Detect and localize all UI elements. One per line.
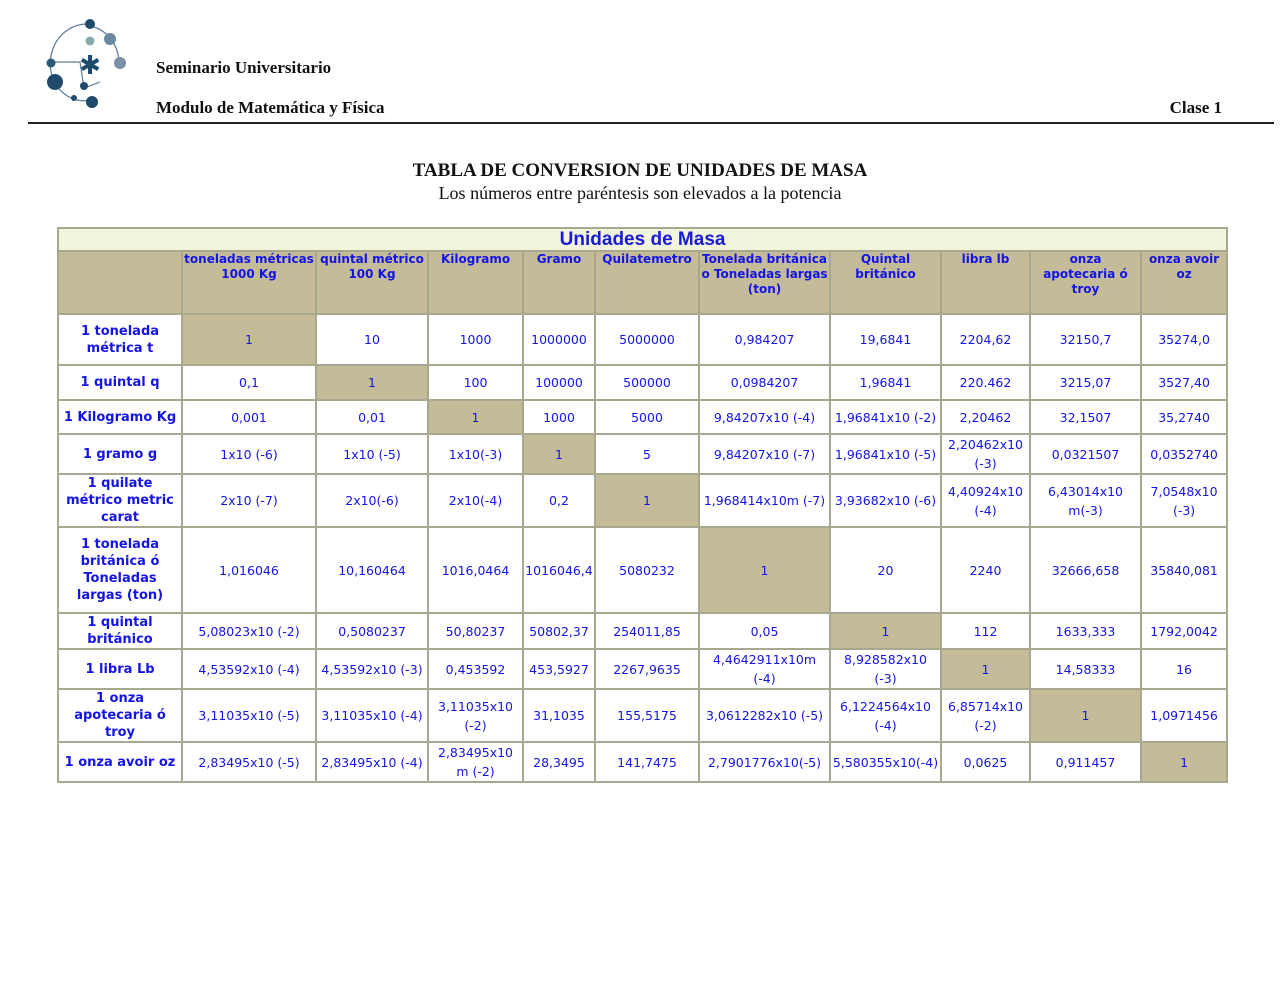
value-cell: 19,6841 bbox=[830, 314, 941, 365]
value-cell: 2x10(-4) bbox=[428, 474, 523, 527]
document-subtitle: Los números entre paréntesis son elevados a la potencia bbox=[438, 183, 842, 203]
row-label: 1 quintal q bbox=[58, 365, 182, 400]
table-row bbox=[58, 689, 1227, 742]
value-cell: 1,96841x10 (-5) bbox=[830, 434, 941, 474]
value-cell: 4,40924x10 (-4) bbox=[941, 474, 1030, 527]
value-cell: 28,3495 bbox=[523, 742, 595, 782]
value-cell: 6,1224564x10 (-4) bbox=[830, 689, 941, 742]
value-cell: 3,11035x10 (-2) bbox=[428, 689, 523, 742]
table-caption: Unidades de Masa bbox=[58, 228, 1227, 251]
value-cell: 0,453592 bbox=[428, 649, 523, 689]
column-header: quintal métrico 100 Kg bbox=[316, 251, 428, 314]
value-cell: 2x10 (-7) bbox=[182, 474, 316, 527]
value-cell: 20 bbox=[830, 527, 941, 613]
table-row bbox=[58, 527, 1227, 613]
value-cell: 8,928582x10 (-3) bbox=[830, 649, 941, 689]
value-cell: 2240 bbox=[941, 527, 1030, 613]
value-cell: 3215,07 bbox=[1030, 365, 1141, 400]
value-cell: 3,93682x10 (-6) bbox=[830, 474, 941, 527]
row-label: 1 tonelada británica ó Toneladas largas (ton) bbox=[58, 527, 182, 613]
value-cell: 100000 bbox=[523, 365, 595, 400]
value-cell: 0,001 bbox=[182, 400, 316, 434]
value-cell: 100 bbox=[428, 365, 523, 400]
value-cell: 4,53592x10 (-3) bbox=[316, 649, 428, 689]
row-label: 1 tonelada métrica t bbox=[58, 314, 182, 365]
corner-cell bbox=[58, 251, 182, 314]
identity-cell: 1 bbox=[941, 649, 1030, 689]
value-cell: 6,43014x10 m(-3) bbox=[1030, 474, 1141, 527]
value-cell: 32666,658 bbox=[1030, 527, 1141, 613]
value-cell: 35,2740 bbox=[1141, 400, 1227, 434]
value-cell: 1,0971456 bbox=[1141, 689, 1227, 742]
table-row bbox=[58, 365, 1227, 400]
value-cell: 5,08023x10 (-2) bbox=[182, 613, 316, 649]
value-cell: 0,01 bbox=[316, 400, 428, 434]
value-cell: 1016046,4 bbox=[523, 527, 595, 613]
value-cell: 5 bbox=[595, 434, 699, 474]
value-cell: 0,0321507 bbox=[1030, 434, 1141, 474]
table-row bbox=[58, 613, 1227, 649]
column-header: Quilatemetro bbox=[595, 251, 699, 314]
mass-conversion-table bbox=[57, 227, 1228, 783]
column-header: Gramo bbox=[523, 251, 595, 314]
value-cell: 1000000 bbox=[523, 314, 595, 365]
row-label: 1 quilate métrico metric carat bbox=[58, 474, 182, 527]
value-cell: 155,5175 bbox=[595, 689, 699, 742]
value-cell: 9,84207x10 (-7) bbox=[699, 434, 830, 474]
value-cell: 141,7475 bbox=[595, 742, 699, 782]
row-label: 1 onza apotecaria ó troy bbox=[58, 689, 182, 742]
value-cell: 50802,37 bbox=[523, 613, 595, 649]
value-cell: 1,968414x10m (-7) bbox=[699, 474, 830, 527]
column-header: Kilogramo bbox=[428, 251, 523, 314]
value-cell: 0,2 bbox=[523, 474, 595, 527]
identity-cell: 1 bbox=[1141, 742, 1227, 782]
module-title: Modulo de Matemática y Física bbox=[156, 98, 385, 117]
value-cell: 0,5080237 bbox=[316, 613, 428, 649]
table-header-row bbox=[58, 251, 1227, 314]
identity-cell: 1 bbox=[1030, 689, 1141, 742]
value-cell: 2,83495x10 (-5) bbox=[182, 742, 316, 782]
value-cell: 2,7901776x10(-5) bbox=[699, 742, 830, 782]
identity-cell: 1 bbox=[182, 314, 316, 365]
column-header: libra lb bbox=[941, 251, 1030, 314]
column-header: onza apotecaria ó troy bbox=[1030, 251, 1141, 314]
value-cell: 2x10(-6) bbox=[316, 474, 428, 527]
header-divider bbox=[28, 122, 1274, 124]
value-cell: 1000 bbox=[523, 400, 595, 434]
value-cell: 4,53592x10 (-4) bbox=[182, 649, 316, 689]
table-row bbox=[58, 314, 1227, 365]
value-cell: 2,83495x10 m (-2) bbox=[428, 742, 523, 782]
value-cell: 1016,0464 bbox=[428, 527, 523, 613]
value-cell: 220.462 bbox=[941, 365, 1030, 400]
value-cell: 5,580355x10(-4) bbox=[830, 742, 941, 782]
table-row bbox=[58, 649, 1227, 689]
value-cell: 0,911457 bbox=[1030, 742, 1141, 782]
value-cell: 4,4642911x10m (-4) bbox=[699, 649, 830, 689]
row-label: 1 Kilogramo Kg bbox=[58, 400, 182, 434]
value-cell: 2267,9635 bbox=[595, 649, 699, 689]
table-row bbox=[58, 400, 1227, 434]
table-row bbox=[58, 742, 1227, 782]
value-cell: 10,160464 bbox=[316, 527, 428, 613]
value-cell: 0,0984207 bbox=[699, 365, 830, 400]
value-cell: 0,05 bbox=[699, 613, 830, 649]
svg-text:✱: ✱ bbox=[79, 51, 101, 81]
value-cell: 7,0548x10 (-3) bbox=[1141, 474, 1227, 527]
table-row bbox=[58, 474, 1227, 527]
value-cell: 3,11035x10 (-5) bbox=[182, 689, 316, 742]
value-cell: 32150,7 bbox=[1030, 314, 1141, 365]
value-cell: 1,016046 bbox=[182, 527, 316, 613]
value-cell: 5080232 bbox=[595, 527, 699, 613]
row-label: 1 onza avoir oz bbox=[58, 742, 182, 782]
value-cell: 2,20462x10 (-3) bbox=[941, 434, 1030, 474]
value-cell: 3527,40 bbox=[1141, 365, 1227, 400]
value-cell: 0,0352740 bbox=[1141, 434, 1227, 474]
value-cell: 1000 bbox=[428, 314, 523, 365]
identity-cell: 1 bbox=[523, 434, 595, 474]
value-cell: 50,80237 bbox=[428, 613, 523, 649]
value-cell: 16 bbox=[1141, 649, 1227, 689]
value-cell: 2,20462 bbox=[941, 400, 1030, 434]
value-cell: 0,1 bbox=[182, 365, 316, 400]
seminar-title: Seminario Universitario bbox=[156, 58, 332, 77]
identity-cell: 1 bbox=[316, 365, 428, 400]
identity-cell: 1 bbox=[595, 474, 699, 527]
value-cell: 1x10(-3) bbox=[428, 434, 523, 474]
value-cell: 1,96841 bbox=[830, 365, 941, 400]
value-cell: 1x10 (-6) bbox=[182, 434, 316, 474]
value-cell: 2204,62 bbox=[941, 314, 1030, 365]
column-header: toneladas métricas 1000 Kg bbox=[182, 251, 316, 314]
value-cell: 1792,0042 bbox=[1141, 613, 1227, 649]
value-cell: 3,0612282x10 (-5) bbox=[699, 689, 830, 742]
value-cell: 10 bbox=[316, 314, 428, 365]
value-cell: 453,5927 bbox=[523, 649, 595, 689]
row-label: 1 gramo g bbox=[58, 434, 182, 474]
value-cell: 1,96841x10 (-2) bbox=[830, 400, 941, 434]
value-cell: 9,84207x10 (-4) bbox=[699, 400, 830, 434]
table-row bbox=[58, 434, 1227, 474]
identity-cell: 1 bbox=[699, 527, 830, 613]
value-cell: 14,58333 bbox=[1030, 649, 1141, 689]
value-cell: 500000 bbox=[595, 365, 699, 400]
document-title: TABLA DE CONVERSION DE UNIDADES DE MASA bbox=[412, 160, 868, 181]
value-cell: 112 bbox=[941, 613, 1030, 649]
value-cell: 32,1507 bbox=[1030, 400, 1141, 434]
value-cell: 31,1035 bbox=[523, 689, 595, 742]
row-label: 1 quintal británico bbox=[58, 613, 182, 649]
value-cell: 254011,85 bbox=[595, 613, 699, 649]
value-cell: 6,85714x10 (-2) bbox=[941, 689, 1030, 742]
university-logo bbox=[40, 16, 130, 112]
class-label: Clase 1 bbox=[1169, 98, 1222, 117]
row-label: 1 libra Lb bbox=[58, 649, 182, 689]
value-cell: 3,11035x10 (-4) bbox=[316, 689, 428, 742]
identity-cell: 1 bbox=[830, 613, 941, 649]
value-cell: 0,0625 bbox=[941, 742, 1030, 782]
value-cell: 1633,333 bbox=[1030, 613, 1141, 649]
value-cell: 0,984207 bbox=[699, 314, 830, 365]
column-header: Quintal británico bbox=[830, 251, 941, 314]
column-header: onza avoir oz bbox=[1141, 251, 1227, 314]
identity-cell: 1 bbox=[428, 400, 523, 434]
value-cell: 35274,0 bbox=[1141, 314, 1227, 365]
value-cell: 35840,081 bbox=[1141, 527, 1227, 613]
value-cell: 5000000 bbox=[595, 314, 699, 365]
value-cell: 1x10 (-5) bbox=[316, 434, 428, 474]
value-cell: 5000 bbox=[595, 400, 699, 434]
value-cell: 2,83495x10 (-4) bbox=[316, 742, 428, 782]
column-header: Tonelada británica o Toneladas largas (ton) bbox=[699, 251, 830, 314]
